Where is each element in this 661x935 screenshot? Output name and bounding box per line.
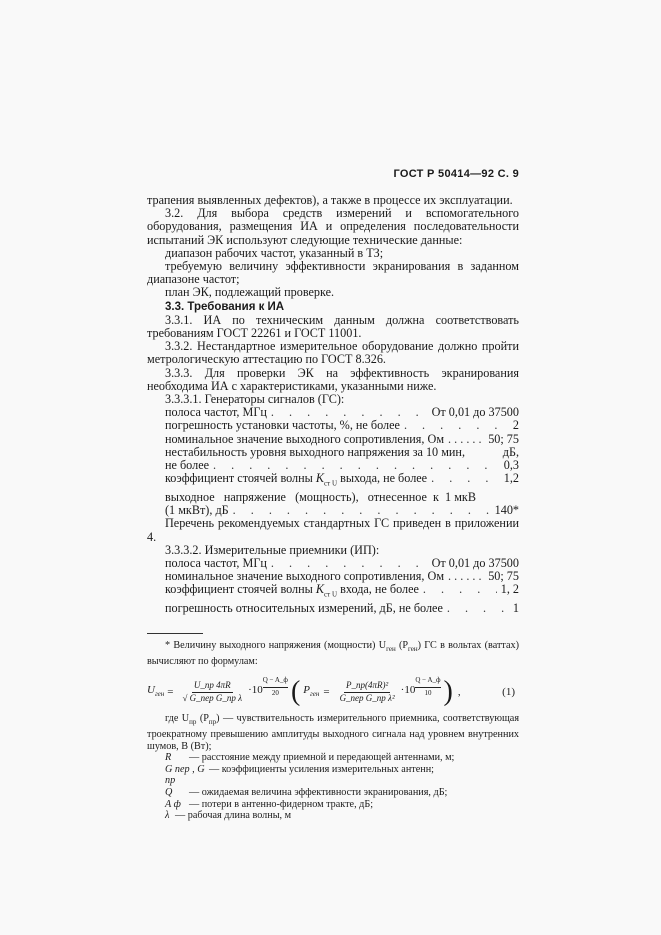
- definition-text: — потери в антенно-фидерном тракте, дБ;: [189, 798, 374, 810]
- spec-value: 0,3: [503, 458, 519, 473]
- list-item-frequency-range: диапазон рабочих частот, указанный в ТЗ;: [165, 245, 384, 260]
- spec-label: не более: [165, 458, 210, 473]
- left-paren: (: [290, 676, 301, 708]
- power-of-ten-20: · 10 Q − A_ф 20: [248, 676, 288, 697]
- receivers-heading: 3.3.3.2. Измерительные приемники (ИП):: [165, 542, 380, 557]
- section-heading-3-3: [147, 300, 519, 314]
- formula-lhs: $U_{ген}$: [147, 683, 165, 698]
- spec-value: 50; 75: [488, 569, 519, 584]
- generators-note: Перечень рекомендуемых стандартных ГС приведен в приложении 4.: [147, 516, 519, 544]
- spec-label: выходное напряжение (мощность), отнесенное к 1 мкВ: [165, 489, 476, 504]
- definition-text: — ожидаемая величина эффективности экранирования, дБ;: [189, 786, 448, 798]
- leader-dots: [447, 602, 509, 615]
- definition-symbol: A ф: [165, 798, 181, 810]
- spec-row: [147, 472, 519, 491]
- paragraph-3-3-2: 3.3.2. Нестандартное измерительное оборудование должно пройти метрологическую аттестацию по ГОСТ 8.326.: [147, 339, 519, 367]
- spec-label: нестабильность уровня выходного напряжения за 10 мин,: [165, 444, 465, 459]
- right-paren: ): [443, 676, 453, 708]
- page-header: ГОСТ Р 50414—92 С. 9: [393, 168, 519, 180]
- fraction-voltage: $\frac{U\_пр 4\pi R}{\text{√ G\_пер G\_пр λ}}$: [182, 680, 243, 703]
- spec-label: полоса частот, МГц: [165, 555, 267, 570]
- footnote-where: где $U_{пр}$ $(P_{пр})$ — чувствительность измерительного приемника, соответствующая троекратному превышению амплитуды выходного сигнала над уровнем внутренних шумов, В (Вт);: [147, 713, 520, 752]
- paragraph-3-3-3: 3.3.3. Для проверки ЭК на эффективность экранирования необходима ИА с характеристиками, указанными ниже.: [147, 365, 519, 393]
- spec-value: 1, 2: [500, 582, 519, 597]
- leader-dots: [448, 433, 484, 446]
- spec-value: дБ,: [502, 444, 519, 459]
- spec-label: коэффициент стоячей волны $K_{ст U}$ выхода, не более: [165, 471, 428, 488]
- definition-item: [147, 787, 519, 799]
- leader-dots: [448, 570, 484, 583]
- leader-dots: [431, 472, 500, 485]
- power-of-ten-10: · 10 Q − A_ф 10: [400, 676, 441, 697]
- definition-symbol: G пер , G пр: [165, 763, 205, 787]
- definition-text: — расстояние между приемной и передающей антеннами, м;: [189, 752, 455, 764]
- spec-value: 2: [512, 418, 519, 433]
- spec-row: [147, 433, 519, 446]
- section-heading-text: 3.3. Требования к ИА: [165, 300, 285, 313]
- definition-symbol: Q: [165, 786, 173, 798]
- spec-row: [147, 602, 519, 615]
- power-lhs: $P_{ген}$: [303, 683, 320, 698]
- equation-number: (1): [502, 685, 515, 698]
- leader-dots: [404, 419, 509, 432]
- formula-1: $U_{ген}$ = $\frac{U\_пр 4\pi R}{\text{√ G\_пер G\_пр λ}}$ · 10 Q − A_ф 20 ( $P_{ген}$ = $\frac{\text{P\_пр(4πR)²}}{\text{G\_пер G\_пр λ²}}$ · 10 Q − A_ф 10 ) , (1): [147, 676, 515, 708]
- body-text: [147, 194, 519, 615]
- paragraph-3-2: 3.2. Для выбора средств измерений и вспомогательного оборудования, размещения ИА и определения последовательности испытаний ЭК используют следующие технические данные:: [147, 206, 519, 247]
- spec-label: полоса частот, МГц: [165, 405, 267, 420]
- spec-row: [147, 419, 519, 432]
- spec-label: погрешность установки частоты, %, не более: [165, 418, 400, 433]
- spec-label: номинальное значение выходного сопротивления, Ом: [165, 431, 445, 446]
- equals-sign: =: [167, 685, 174, 698]
- generators-spec-list: [147, 406, 519, 517]
- definition-symbol: λ: [165, 810, 170, 822]
- spec-value: От 0,01 до 37500: [431, 405, 519, 420]
- paragraph-continuation: трапения выявленных дефектов), а также в процессе их эксплуатации.: [147, 193, 513, 207]
- definition-item: [147, 752, 519, 764]
- definition-text: — рабочая длина волны, м: [175, 810, 292, 822]
- paragraph-3-3-1: 3.3.1. ИА по техническим данным должна соответствовать требованиям ГОСТ 22261 и ГОСТ 11001.: [147, 312, 519, 341]
- footnote-divider: [147, 633, 203, 634]
- spec-value: 140*: [494, 503, 519, 518]
- receivers-spec-list: [147, 557, 519, 615]
- document-page: [147, 168, 519, 822]
- definition-item: [147, 799, 519, 811]
- spec-label: (1 мкВт), дБ: [165, 503, 229, 518]
- fraction-power: $\frac{\text{P\_пр(4πR)²}}{\text{G\_пер G\_пр λ²}}$: [339, 680, 395, 703]
- spec-value: 50; 75: [488, 431, 519, 446]
- footnote: [147, 640, 519, 822]
- spec-label: погрешность относительных измерений, дБ, не более: [165, 600, 443, 615]
- spec-label: коэффициент стоячей волны $K_{ст U}$ входа, не более: [165, 582, 419, 599]
- footnote-intro: * Величину выходного напряжения (мощности) $U_{ген}$ $(P_{ген})$ ГС в вольтах (ваттах) вычисляют по формулам:: [147, 640, 519, 667]
- definition-item: [147, 764, 519, 787]
- spec-value: 1,2: [503, 471, 519, 486]
- leader-dots: [423, 583, 497, 596]
- definition-symbol: R: [165, 752, 172, 764]
- definition-item: [147, 810, 519, 822]
- list-item-shielding-efficiency: требуемую величину эффективности экранирования в заданном диапазоне частот;: [147, 259, 519, 287]
- generators-heading: 3.3.3.1. Генераторы сигналов (ГС):: [165, 392, 345, 407]
- spec-value: 1: [512, 600, 519, 615]
- equals-sign-2: =: [323, 685, 330, 698]
- spec-row: [147, 583, 519, 602]
- spec-label: номинальное значение выходного сопротивления, Ом: [165, 569, 445, 584]
- list-item-plan: план ЭК, подлежащий проверке.: [165, 285, 335, 300]
- spec-value: От 0,01 до 37500: [431, 555, 519, 570]
- definition-text: — коэффициенты усиления измерительных антенн;: [209, 763, 434, 775]
